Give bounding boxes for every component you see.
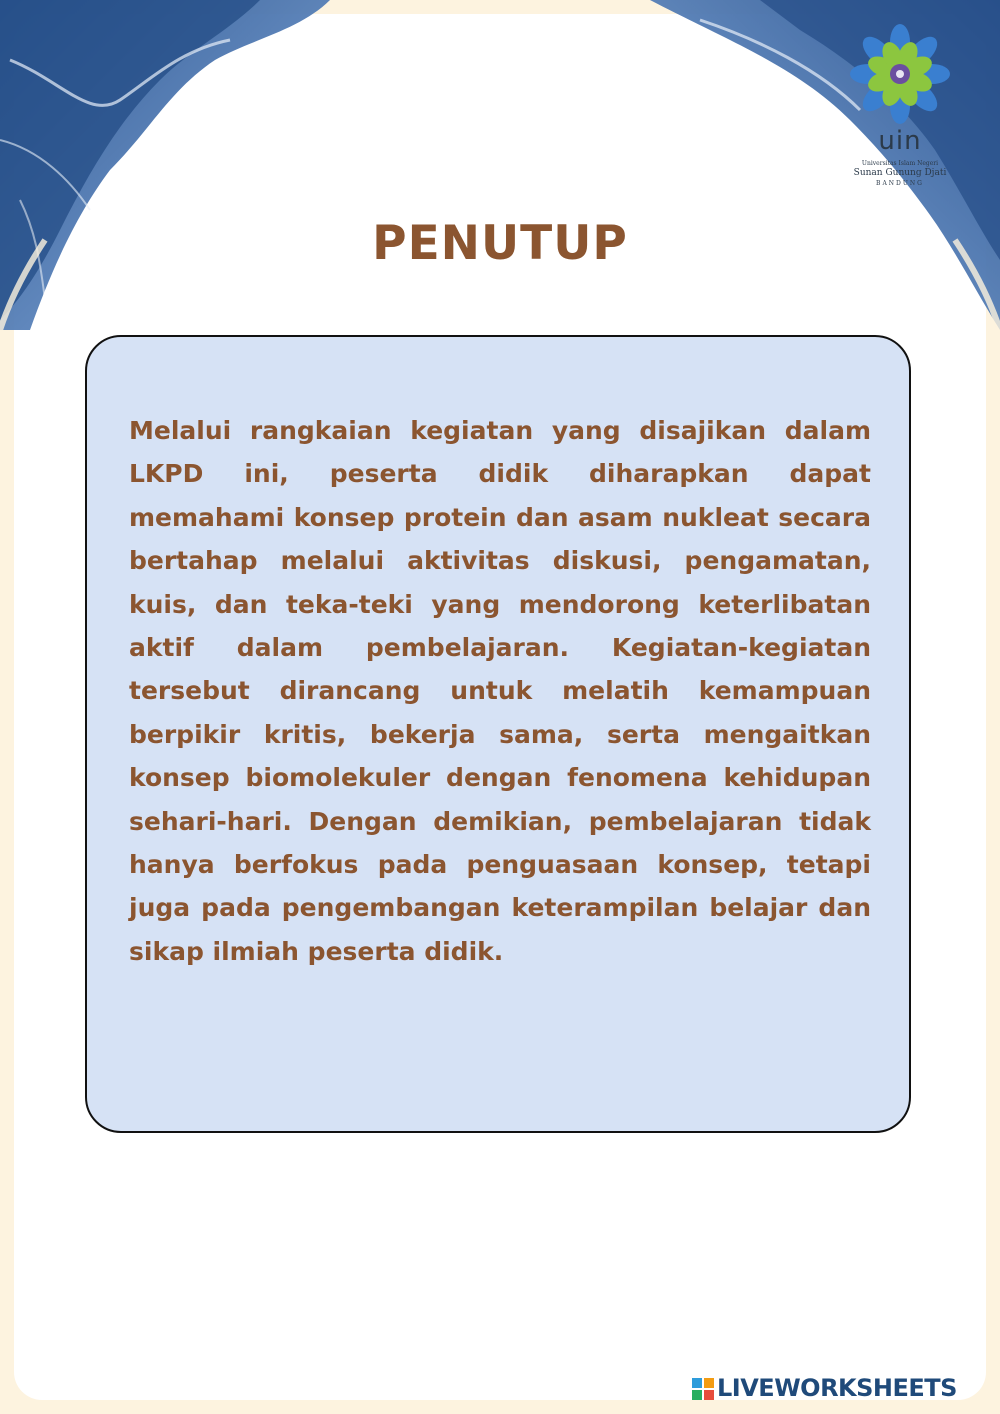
logo-name-line: Sunan Gunung Djati [853,168,947,178]
uin-logo-icon [846,22,954,130]
liveworksheets-wordmark: LIVEWORKSHEETS [717,1374,957,1402]
logo-university-line: Universitas Islam Negeri [861,160,939,167]
liveworksheets-brand[interactable] [692,1374,992,1406]
logo-wordmark: uin [878,126,922,156]
content-box [85,335,911,1133]
closing-paragraph: Melalui rangkaian kegiatan yang disajikan dalam LKPD ini, peserta didik diharapkan dapat memahami konsep protein dan asam nukleat secara bertahap melalui aktivitas diskusi, pengamatan, kuis, dan teka-teki yang mendorong keterlibatan aktif dalam pembelajaran. Kegiatan-kegiatan tersebut dirancang untuk melatih kemampuan berpikir kritis, bekerja sama, serta mengaitkan konsep biomolekuler dengan fenomena kehidupan sehari-hari. Dengan demikian, pembelajaran tidak hanya berfokus pada penguasaan konsep, tetapi juga pada pengembangan keterampilan belajar dan sikap ilmiah peserta didik. [129,416,871,966]
liveworksheets-icon [692,1378,714,1400]
university-logo [838,22,962,190]
page-title: PENUTUP [372,216,628,271]
logo-city-line: BANDUNG [876,180,924,187]
